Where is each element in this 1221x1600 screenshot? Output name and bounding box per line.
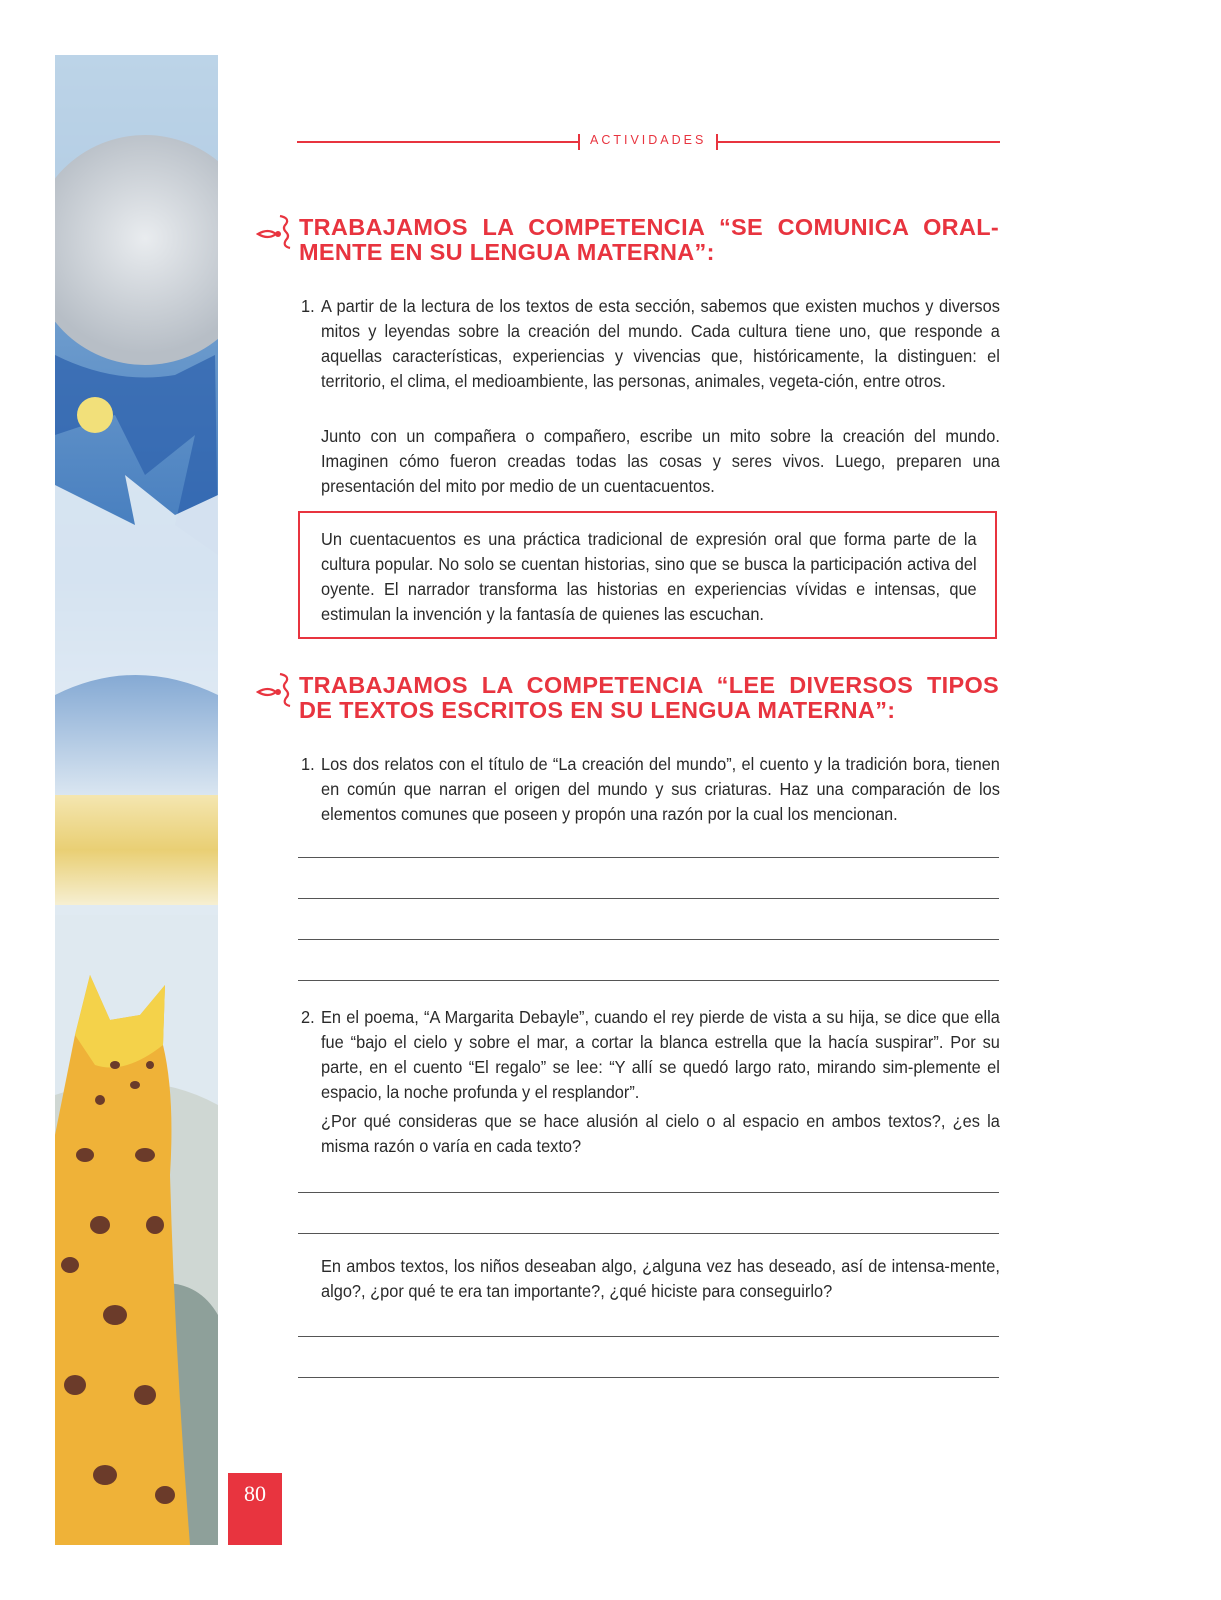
answer-line[interactable] [298,1377,999,1378]
s2-item2-text: En el poema, “A Margarita Debayle”, cuando el rey pierde de vista a su hija, se dice que ella fue “bajo el cielo y sobre el mar, a cortar la blanca estrella que la hacía suspirar”. Por su parte, en el cuento “El regalo” se lee: “Y allí se quedó largo rato, mirando sim-plemente el espacio, la noche profunda y el resplandor”. [321,1007,1000,1102]
flourish-icon [256,670,296,710]
answer-line[interactable] [298,1192,999,1193]
answer-line[interactable] [298,1233,999,1234]
s2-item2-number: 2. [301,1007,315,1027]
section-header [297,131,1000,153]
section2-title-line2: DE TEXTOS ESCRITOS EN SU LENGUA MATERNA”: [299,697,896,723]
s2-item2-question: ¿Por qué consideras que se hace alusión al cielo o al espacio en ambos textos?, ¿es la misma razón o varía en cada texto? [321,1111,1000,1156]
header-label: ACTIVIDADES [590,133,707,147]
section2-title-line1: TRABAJAMOS LA COMPETENCIA “LEE DIVERSOS TIPOS [299,672,999,698]
s1-item1-followup: Junto con un compañera o compañero, escribe un mito sobre la creación del mundo. Imaginen cómo fueron creadas todas las cosas y seres vivos. Luego, preparen una presentación del mito por medio de un cuentacuentos. [321,426,1000,496]
answer-line[interactable] [298,980,999,981]
s2-item1-number: 1. [301,754,315,774]
section1-title-line2: MENTE EN SU LENGUA MATERNA”: [299,239,715,265]
section1-title-line1: TRABAJAMOS LA COMPETENCIA “SE COMUNICA ORAL- [299,214,999,240]
answer-line[interactable] [298,898,999,899]
section1-title [299,215,999,265]
header-rule-right [716,141,1000,143]
answer-line[interactable] [298,857,999,858]
s2-item3-text: En ambos textos, los niños deseaban algo, ¿alguna vez has deseado, así de intensa-mente, algo?, ¿por qué te era tan importante?, ¿qué hiciste para conseguirlo? [321,1256,1000,1301]
s1-item1-number: 1. [301,296,315,316]
answer-line[interactable] [298,1336,999,1337]
header-rule-left [297,141,579,143]
s2-item1-text: Los dos relatos con el título de “La creación del mundo”, el cuento y la tradición bora, tienen en común que narran el origen del mundo y sus criaturas. Haz una comparación de los elementos comunes que poseen y propón una razón por la cual los mencionan. [321,754,1000,824]
section2-title [299,673,999,723]
side-illustration [55,55,218,1545]
s1-item1-text: A partir de la lectura de los textos de esta sección, sabemos que existen muchos y diversos mitos y leyendas sobre la creación del mundo. Cada cultura tiene uno, que responde a aquellas características, experiencias y vivencias que, históricamente, la distinguen: el territorio, el clima, el medioambiente, las personas, animales, vegeta-ción, entre otros. [321,296,1000,391]
answer-line[interactable] [298,939,999,940]
page-number: 80 [228,1473,282,1545]
callout-text: Un cuentacuentos es una práctica tradicional de expresión oral que forma parte de la cultura popular. No solo se cuentan historias, sino que se busca la participación activa del oyente. El narrador transforma las historias en experiencias vívidas e intensas, que estimulan la invención y la fantasía de quienes las escuchan. [321,529,977,624]
flourish-icon [256,212,296,252]
header-tick-left [578,134,580,150]
